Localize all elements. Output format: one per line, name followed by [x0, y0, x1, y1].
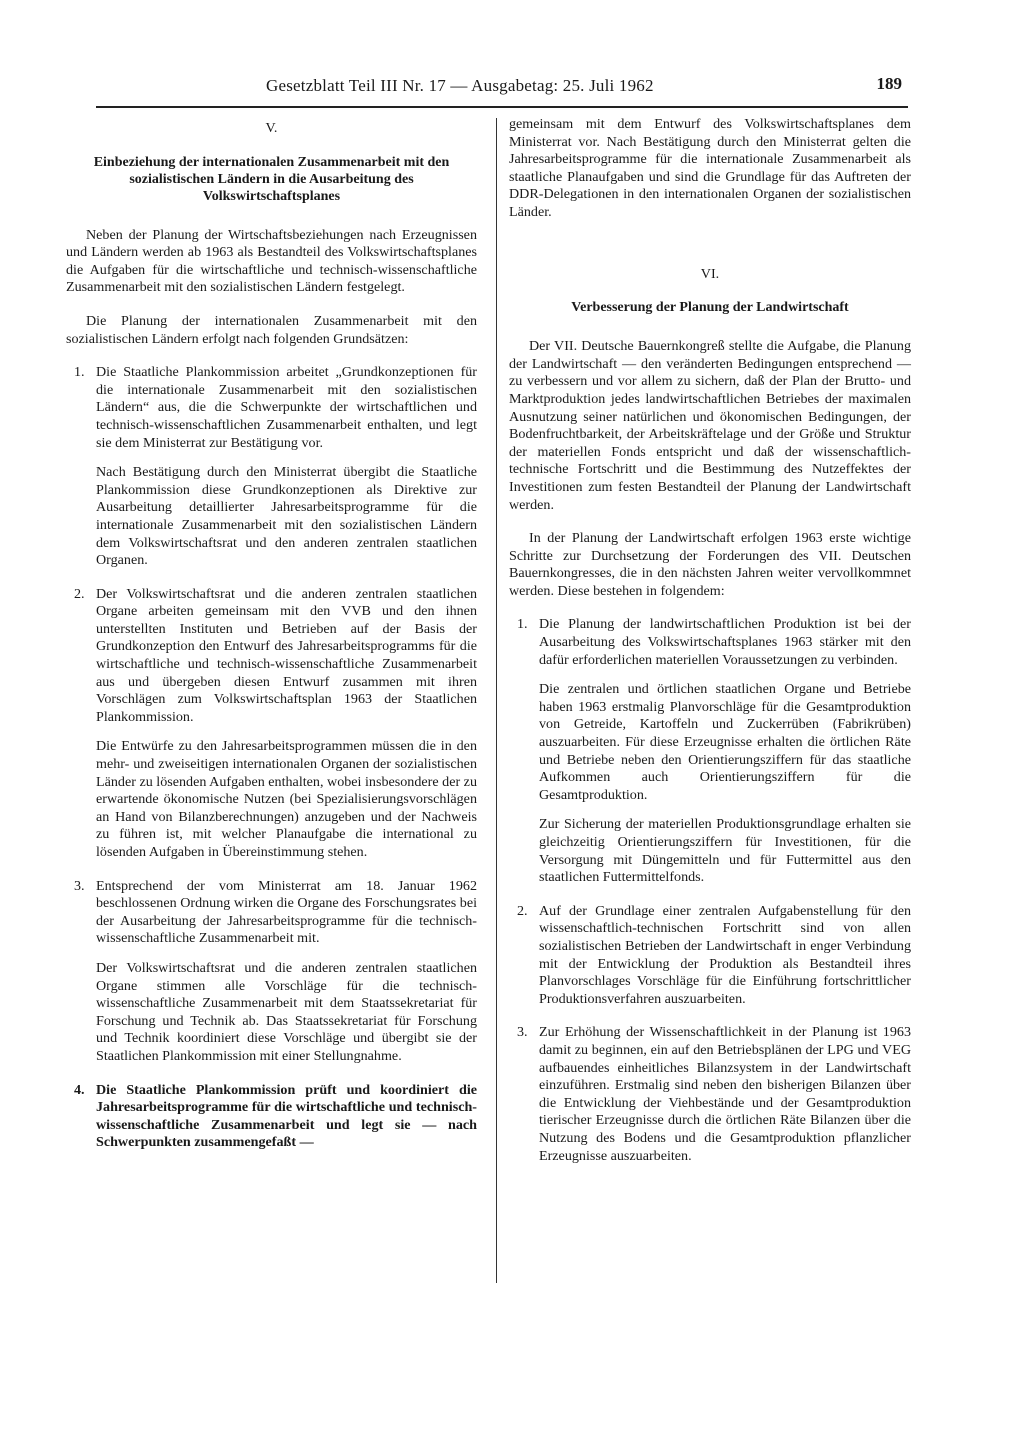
list-item: [509, 903, 911, 1009]
item-number: 3.: [74, 877, 85, 894]
page-number: 189: [876, 74, 902, 93]
item-number: 4.: [74, 1081, 85, 1098]
item-subparagraph: Die Entwürfe zu den Jahresarbeitsprogrammen müssen die in den mehr- und zweiseitigen internationalen Organen der sozialistischen Länder zu lösenden Aufgaben enthalten, wobei insbesondere der zu erwartende ökonomische Nutzen (bei Spezialisierungsvorschlägen an Hand von Bilanzberechnungen) anzugeben und der Nachweis zu führen ist, mit welcher Planaufgabe die international zu lösenden Aufgaben in Übereinstimmung stehen.: [96, 738, 477, 860]
item-number: 1.: [74, 364, 85, 381]
list-item: [66, 586, 477, 862]
item-subparagraph: Nach Bestätigung durch den Ministerrat übergibt die Staatliche Plankommission diese Grundkonzeptionen als Direktive zur Ausarbeitung detaillierter Jahresarbeitsprogramme für die internationale Zusammenarbeit mit den sozialistischen Ländern dem Volkswirtschaftsrat und den anderen zentralen staatlichen Organen.: [96, 464, 477, 569]
list-item: [66, 364, 477, 570]
item-number: 1.: [517, 616, 528, 633]
item-text: Zur Erhöhung der Wissenschaftlichkeit in der Planung ist 1963 damit zu beginnen, ein auf den Betriebsplänen der LPG und VEG aufbauendes einheitliches Bilanzsystem in der Landwirtschaft einzuführen. Erstmalig sind neben den bisherigen Bilanzen über die Entwicklung der Viehbestände und der Gesamtproduktion tierischer Erzeugnisse durch die örtlichen Räte Bilanzen über die Nutzung des Bodens und die Gesamtproduktion pflanzlicher Erzeugnisse auszuarbeiten.: [539, 1024, 911, 1164]
paragraph: In der Planung der Landwirtschaft erfolgen 1963 erste wichtige Schritte zur Durchsetzung der Forderungen des VII. Deutschen Bauernkongresses, die in den nächsten Jahren weiter vervollkommnet werden. Diese bestehen in folgendem:: [509, 530, 911, 599]
item-text: Die Staatliche Plankommission prüft und koordiniert die Jahresarbeitsprogramme für die wirtschaftliche und technisch-wissenschaftliche Zusammenarbeit und legt sie — nach Schwerpunkten zusammengefaßt —: [96, 1081, 477, 1151]
item-text: Entsprechend der vom Ministerrat am 18. Januar 1962 beschlossenen Ordnung wirken die Organe des Forschungsrates bei der Ausarbeitung der Jahresarbeitsprogramme für die technisch-wissenschaftliche Zusammenarbeit mit.: [96, 877, 477, 947]
section-title-v: Einbeziehung der internationalen Zusammenarbeit mit den sozialistischen Ländern in die Ausarbeitung des Volkswirtschaftsplanes: [93, 154, 450, 204]
header-title: Gesetzblatt Teil III Nr. 17 — Ausgabetag: 25. Juli 1962: [266, 76, 654, 95]
section-title-vi: Verbesserung der Planung der Landwirtschaft: [571, 300, 849, 316]
list-item: [509, 1024, 911, 1165]
item-text: Der Volkswirtschaftsrat und die anderen zentralen staatlichen Organe arbeiten gemeinsam mit den VVB und den ihnen unterstellten Instituten und Betrieben auf der Basis der Grundkonzeption den Entwurf des Jahresarbeitsprogramms für die wirtschaftliche und technisch-wissenschaftliche Zusammenarbeit aus und übergeben diesen Entwurf zusammen mit ihren Vorschlägen zum Volkswirtschaftsplan 1963 der Staatlichen Plankommission.: [96, 585, 477, 725]
left-column: [66, 116, 477, 1168]
continuation-paragraph: gemeinsam mit dem Entwurf des Volkswirtschaftsplanes dem Ministerrat vor. Nach Bestätigung durch den Ministerrat gelten die Jahresarbeitsprogramme für die internationale Zusammenarbeit als staatliche Planaufgaben und sind die Grundlage für das Auftreten der DDR-Delegationen in den internationalen Organen der sozialistischen Länder.: [509, 116, 911, 220]
list-item: [66, 1082, 477, 1152]
paragraph: Neben der Planung der Wirtschaftsbeziehungen nach Erzeugnissen und Ländern werden ab 1963 als Bestandteil des Volkswirtschaftsplanes die Aufgaben für die wirtschaftliche und technisch-wissenschaftliche Zusammenarbeit mit den sozialistischen Ländern festgelegt.: [66, 226, 477, 296]
header-rule: [96, 106, 908, 108]
paragraph: Der VII. Deutsche Bauernkongreß stellte die Aufgabe, die Planung der Landwirtschaft — den veränderten Bedingungen entsprechend — zu verbessern und vor allem zu sichern, daß der Plan der Brutto- und Marktproduktion jedes landwirtschaftlichen Betriebes der maximalen Ausnutzung seiner natürlichen und ökonomischen Bedingungen, der Bodenfruchtbarkeit, der Arbeitskräftelage und der Größe und Struktur der materiellen Fonds entspricht und daß der wissenschaftlich-technische Fortschritt und die Bestimmung des Nutzeffektes der Investitionen zum festen Bestandteil der Planung der Landwirtschaft werden.: [509, 338, 911, 513]
item-number: 3.: [517, 1024, 528, 1041]
paragraph: Die Planung der internationalen Zusammenarbeit mit den sozialistischen Ländern erfolgt nach folgenden Grundsätzen:: [66, 312, 477, 347]
column-divider: [496, 118, 497, 1283]
page-header: [96, 72, 908, 102]
item-number: 2.: [74, 585, 85, 602]
item-number: 2.: [517, 902, 528, 919]
right-column: [509, 116, 911, 1181]
section-number-v: V.: [265, 120, 278, 136]
item-text: Auf der Grundlage einer zentralen Aufgabenstellung für den wissenschaftlich-technischen Fortschritt sind von allen sozialistischen Betrieben der Landwirtschaft in enger Verbindung mit der Entwicklung der Produktion als Bestandteil ihres Planvorschlages Vorschläge für die Einführung fortschrittlicher Produktionsverfahren auszuarbeiten.: [539, 902, 911, 1007]
list-item: [509, 616, 911, 886]
item-subparagraph: Die zentralen und örtlichen staatlichen Organe und Betriebe haben 1963 erstmalig Planvorschläge für die Gesamtproduktion von Getreide, Kartoffeln und Zuckerrüben (Fabrikrüben) auszuarbeiten. Für diese Erzeugnisse erhalten die örtlichen Räte und Betriebe neben den Orientierungsziffern für das staatliche Aufkommen auch Orientierungsziffern für die Gesamtproduktion.: [539, 681, 911, 803]
item-text: Die Planung der landwirtschaftlichen Produktion ist bei der Ausarbeitung des Volkswirtschaftsplanes 1963 stärker mit den dafür erforderlichen materiellen Voraussetzungen zu verbinden.: [539, 616, 911, 668]
item-subparagraph: Zur Sicherung der materiellen Produktionsgrundlage erhalten sie gleichzeitig Orientierungsziffern für Investitionen, für die Versorgung mit Düngemitteln und für Futtermittel aus den staatlichen Futtermittelfonds.: [539, 816, 911, 886]
item-subparagraph: Der Volkswirtschaftsrat und die anderen zentralen staatlichen Organe stimmen alle Vorschläge für die technisch-wissenschaftliche Zusammenarbeit mit dem Staatssekretariat für Forschung und Technik ab. Das Staatssekretariat für Forschung und Technik koordiniert diese Vorschläge und übergibt sie der Staatlichen Plankommission mit einer Stellungnahme.: [96, 959, 477, 1064]
section-number-vi: VI.: [700, 265, 720, 282]
item-text: Die Staatliche Plankommission arbeitet „Grundkonzeptionen für die internationale Zusammenarbeit mit den sozialistischen Ländern“ aus, die die Schwerpunkte der wirtschaftlichen und technisch-wissenschaftlichen Zusammenarbeit enthalten, und legt sie dem Ministerrat zur Bestätigung vor.: [96, 364, 477, 451]
list-item: [66, 878, 477, 1066]
